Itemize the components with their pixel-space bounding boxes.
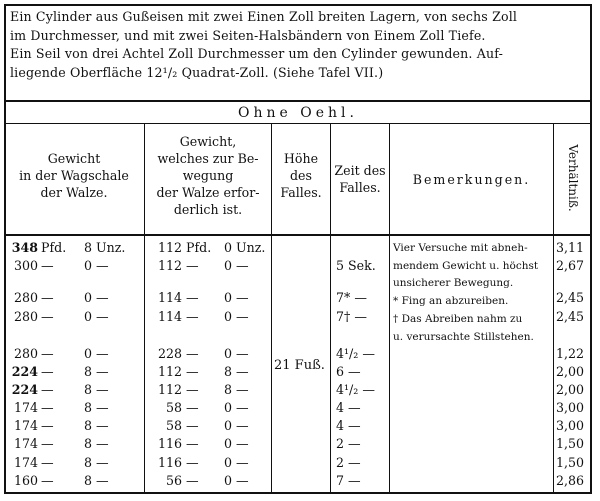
remark-line: mendem Gewicht u. höchst [393,260,539,272]
cell-weight-pfd-unit: Pfd. [41,240,67,255]
cell-weight-unz-unit: Unz. [96,240,126,255]
header-line: Gewicht [47,151,101,166]
header-zeit [331,162,389,196]
cell-weight-unz: 0 [83,346,92,361]
cell-ratio: 2,45 [556,290,585,305]
remark-line: Vier Versuche mit abneh- [393,242,528,254]
cell-zeit: 6 — [336,364,361,379]
cell-motion-pfd: 116 [157,436,182,451]
cell-motion-pfd: 116 [157,455,182,470]
caption-line: liegende Oberfläche 12¹/₂ Quadrat-Zoll. (Siehe Tafel VII.) [10,64,384,80]
header-line: Falles. [339,180,381,195]
cell-weight-pfd: 160 [13,473,38,488]
cell-zeit: 7† — [336,309,367,324]
cell-motion-pfd-unit: — [186,418,199,433]
cell-weight-unz-unit: — [96,258,109,273]
cell-ratio: 2,00 [556,364,585,379]
cell-motion-pfd: 112 [157,364,182,379]
cell-weight-pfd: 280 [13,346,38,361]
cell-motion-pfd: 58 [165,400,182,415]
cell-motion-unz-unit: — [236,258,249,273]
header-line: der Walze. [40,185,108,200]
cell-weight-pfd: 300 [13,258,38,273]
cell-motion-pfd-unit: Pfd. [186,240,212,255]
cell-zeit: 4 — [336,400,361,415]
cell-zeit: 7* — [336,290,367,305]
header-line: derlich ist. [173,202,243,217]
cell-weight-pfd-unit: — [41,309,54,324]
cell-ratio: 2,00 [556,382,585,397]
cell-motion-pfd-unit: — [186,400,199,415]
cell-weight-unz-unit: — [96,346,109,361]
hoehe-value: 21 Fuß. [274,358,325,373]
cell-weight-pfd: 174 [13,436,38,451]
cell-motion-pfd: 112 [157,382,182,397]
cell-weight-unz-unit: — [96,290,109,305]
cell-motion-pfd-unit: — [186,436,199,451]
cell-ratio: 1,50 [556,455,585,470]
remark-line: † Das Abreiben nahm zu [393,313,523,325]
header-verhaeltniss: Verhältniß. [566,144,580,212]
cell-weight-pfd: 280 [13,309,38,324]
cell-weight-pfd-unit: — [41,418,54,433]
col-divider [144,124,145,494]
cell-weight-unz: 8 [83,364,92,379]
cell-motion-pfd-unit: — [186,309,199,324]
cell-ratio: 1,22 [556,346,585,361]
cell-zeit: 2 — [336,436,361,451]
cell-zeit: 2 — [336,455,361,470]
cell-ratio: 3,11 [556,240,585,255]
header-line: der Walze erfor- [156,185,260,200]
caption-divider [4,100,592,102]
cell-weight-unz-unit: — [96,436,109,451]
cell-motion-unz-unit: — [236,473,249,488]
cell-weight-unz-unit: — [96,309,109,324]
cell-weight-pfd: 174 [13,455,38,470]
cell-ratio: 3,00 [556,418,585,433]
cell-motion-unz: 0 [223,346,232,361]
cell-zeit: 4¹/₂ — [336,382,375,397]
cell-weight-unz: 8 [83,418,92,433]
cell-motion-pfd-unit: — [186,346,199,361]
cell-weight-unz: 8 [83,455,92,470]
cell-weight-pfd-unit: — [41,473,54,488]
cell-weight-pfd: 224 [11,382,38,397]
cell-weight-unz: 8 [83,382,92,397]
cell-weight-unz-unit: — [96,400,109,415]
cell-weight-unz-unit: — [96,418,109,433]
cell-motion-unz-unit: — [236,290,249,305]
header-line: Höhe [283,151,319,166]
col-divider [553,124,554,494]
header-line: des [290,168,312,183]
cell-weight-unz-unit: — [96,364,109,379]
cell-weight-unz: 0 [83,309,92,324]
remark-line: u. verursachte Stillstehen. [393,331,534,343]
cell-motion-unz-unit: Unz. [236,240,266,255]
cell-weight-pfd: 280 [13,290,38,305]
cell-motion-unz: 0 [223,258,232,273]
cell-motion-pfd: 114 [157,290,182,305]
cell-motion-unz-unit: — [236,455,249,470]
cell-motion-unz-unit: — [236,309,249,324]
cell-zeit: 7 — [336,473,361,488]
cell-zeit: 4¹/₂ — [336,346,375,361]
cell-ratio: 1,50 [556,436,585,451]
cell-weight-pfd-unit: — [41,436,54,451]
cell-motion-unz: 8 [223,382,232,397]
cell-motion-pfd: 228 [157,346,182,361]
title-divider [4,123,592,124]
cell-weight-unz-unit: — [96,473,109,488]
cell-motion-unz-unit: — [236,400,249,415]
cell-motion-unz: 0 [223,240,232,255]
cell-motion-pfd-unit: — [186,382,199,397]
cell-weight-unz: 8 [83,240,92,255]
cell-weight-pfd: 348 [11,240,38,255]
cell-weight-unz: 8 [83,473,92,488]
cell-motion-unz: 0 [223,455,232,470]
header-line: Falles. [280,185,322,200]
cell-weight-pfd-unit: — [41,364,54,379]
cell-motion-pfd-unit: — [186,473,199,488]
cell-motion-pfd: 56 [165,473,182,488]
cell-weight-unz: 8 [83,400,92,415]
cell-motion-unz-unit: — [236,418,249,433]
cell-motion-unz-unit: — [236,436,249,451]
cell-motion-pfd-unit: — [186,455,199,470]
cell-motion-unz: 0 [223,290,232,305]
cell-weight-pfd-unit: — [41,400,54,415]
header-line: Gewicht, [179,134,237,149]
cell-motion-pfd-unit: — [186,258,199,273]
header-bewegung [146,133,270,218]
cell-weight-pfd-unit: — [41,290,54,305]
cell-motion-pfd: 58 [165,418,182,433]
cell-weight-unz: 0 [83,290,92,305]
cell-motion-unz-unit: — [236,382,249,397]
cell-motion-pfd: 114 [157,309,182,324]
cell-weight-unz-unit: — [96,382,109,397]
cell-motion-pfd: 112 [157,258,182,273]
caption-line: im Durchmesser, und mit zwei Seiten-Halsbändern von Einem Zoll Tiefe. [10,27,486,43]
cell-weight-pfd-unit: — [41,382,54,397]
cell-motion-pfd: 112 [157,240,182,255]
header-divider [4,234,592,236]
cell-motion-unz: 0 [223,309,232,324]
cell-motion-unz-unit: — [236,346,249,361]
cell-weight-unz: 0 [83,258,92,273]
cell-weight-pfd: 224 [11,364,38,379]
header-bemerkungen: Bemerkungen. [412,172,531,187]
cell-motion-pfd-unit: — [186,290,199,305]
cell-weight-pfd: 174 [13,400,38,415]
cell-motion-unz: 0 [223,436,232,451]
caption [10,8,584,82]
caption-line: Ein Cylinder aus Gußeisen mit zwei Einen Zoll breiten Lagern, von sechs Zoll [10,9,518,24]
cell-weight-pfd-unit: — [41,346,54,361]
table-title: Ohne Oehl. [238,105,358,121]
header-line: Zeit des [334,163,386,178]
cell-motion-unz: 0 [223,418,232,433]
header-gewicht [6,150,142,201]
remark-line: * Fing an abzureiben. [393,295,509,307]
cell-weight-pfd: 174 [13,418,38,433]
cell-weight-unz-unit: — [96,455,109,470]
header-line: wegung [182,168,234,183]
cell-motion-unz-unit: — [236,364,249,379]
header-hoehe [272,150,330,201]
cell-motion-unz: 0 [223,400,232,415]
cell-motion-unz: 8 [223,364,232,379]
cell-motion-unz: 0 [223,473,232,488]
caption-line: Ein Seil von drei Achtel Zoll Durchmesser um den Cylinder gewunden. Auf- [10,46,503,61]
cell-weight-unz: 8 [83,436,92,451]
header-line: in der Wagschale [19,168,129,183]
header-line: welches zur Be- [157,151,259,166]
cell-zeit: 4 — [336,418,361,433]
cell-ratio: 2,45 [556,309,585,324]
cell-motion-pfd-unit: — [186,364,199,379]
cell-weight-pfd-unit: — [41,455,54,470]
cell-ratio: 2,86 [556,473,585,488]
remark-line: unsicherer Bewegung. [393,277,514,289]
cell-ratio: 3,00 [556,400,585,415]
cell-weight-pfd-unit: — [41,258,54,273]
cell-zeit: 5 Sek. [336,258,376,273]
cell-ratio: 2,67 [556,258,585,273]
